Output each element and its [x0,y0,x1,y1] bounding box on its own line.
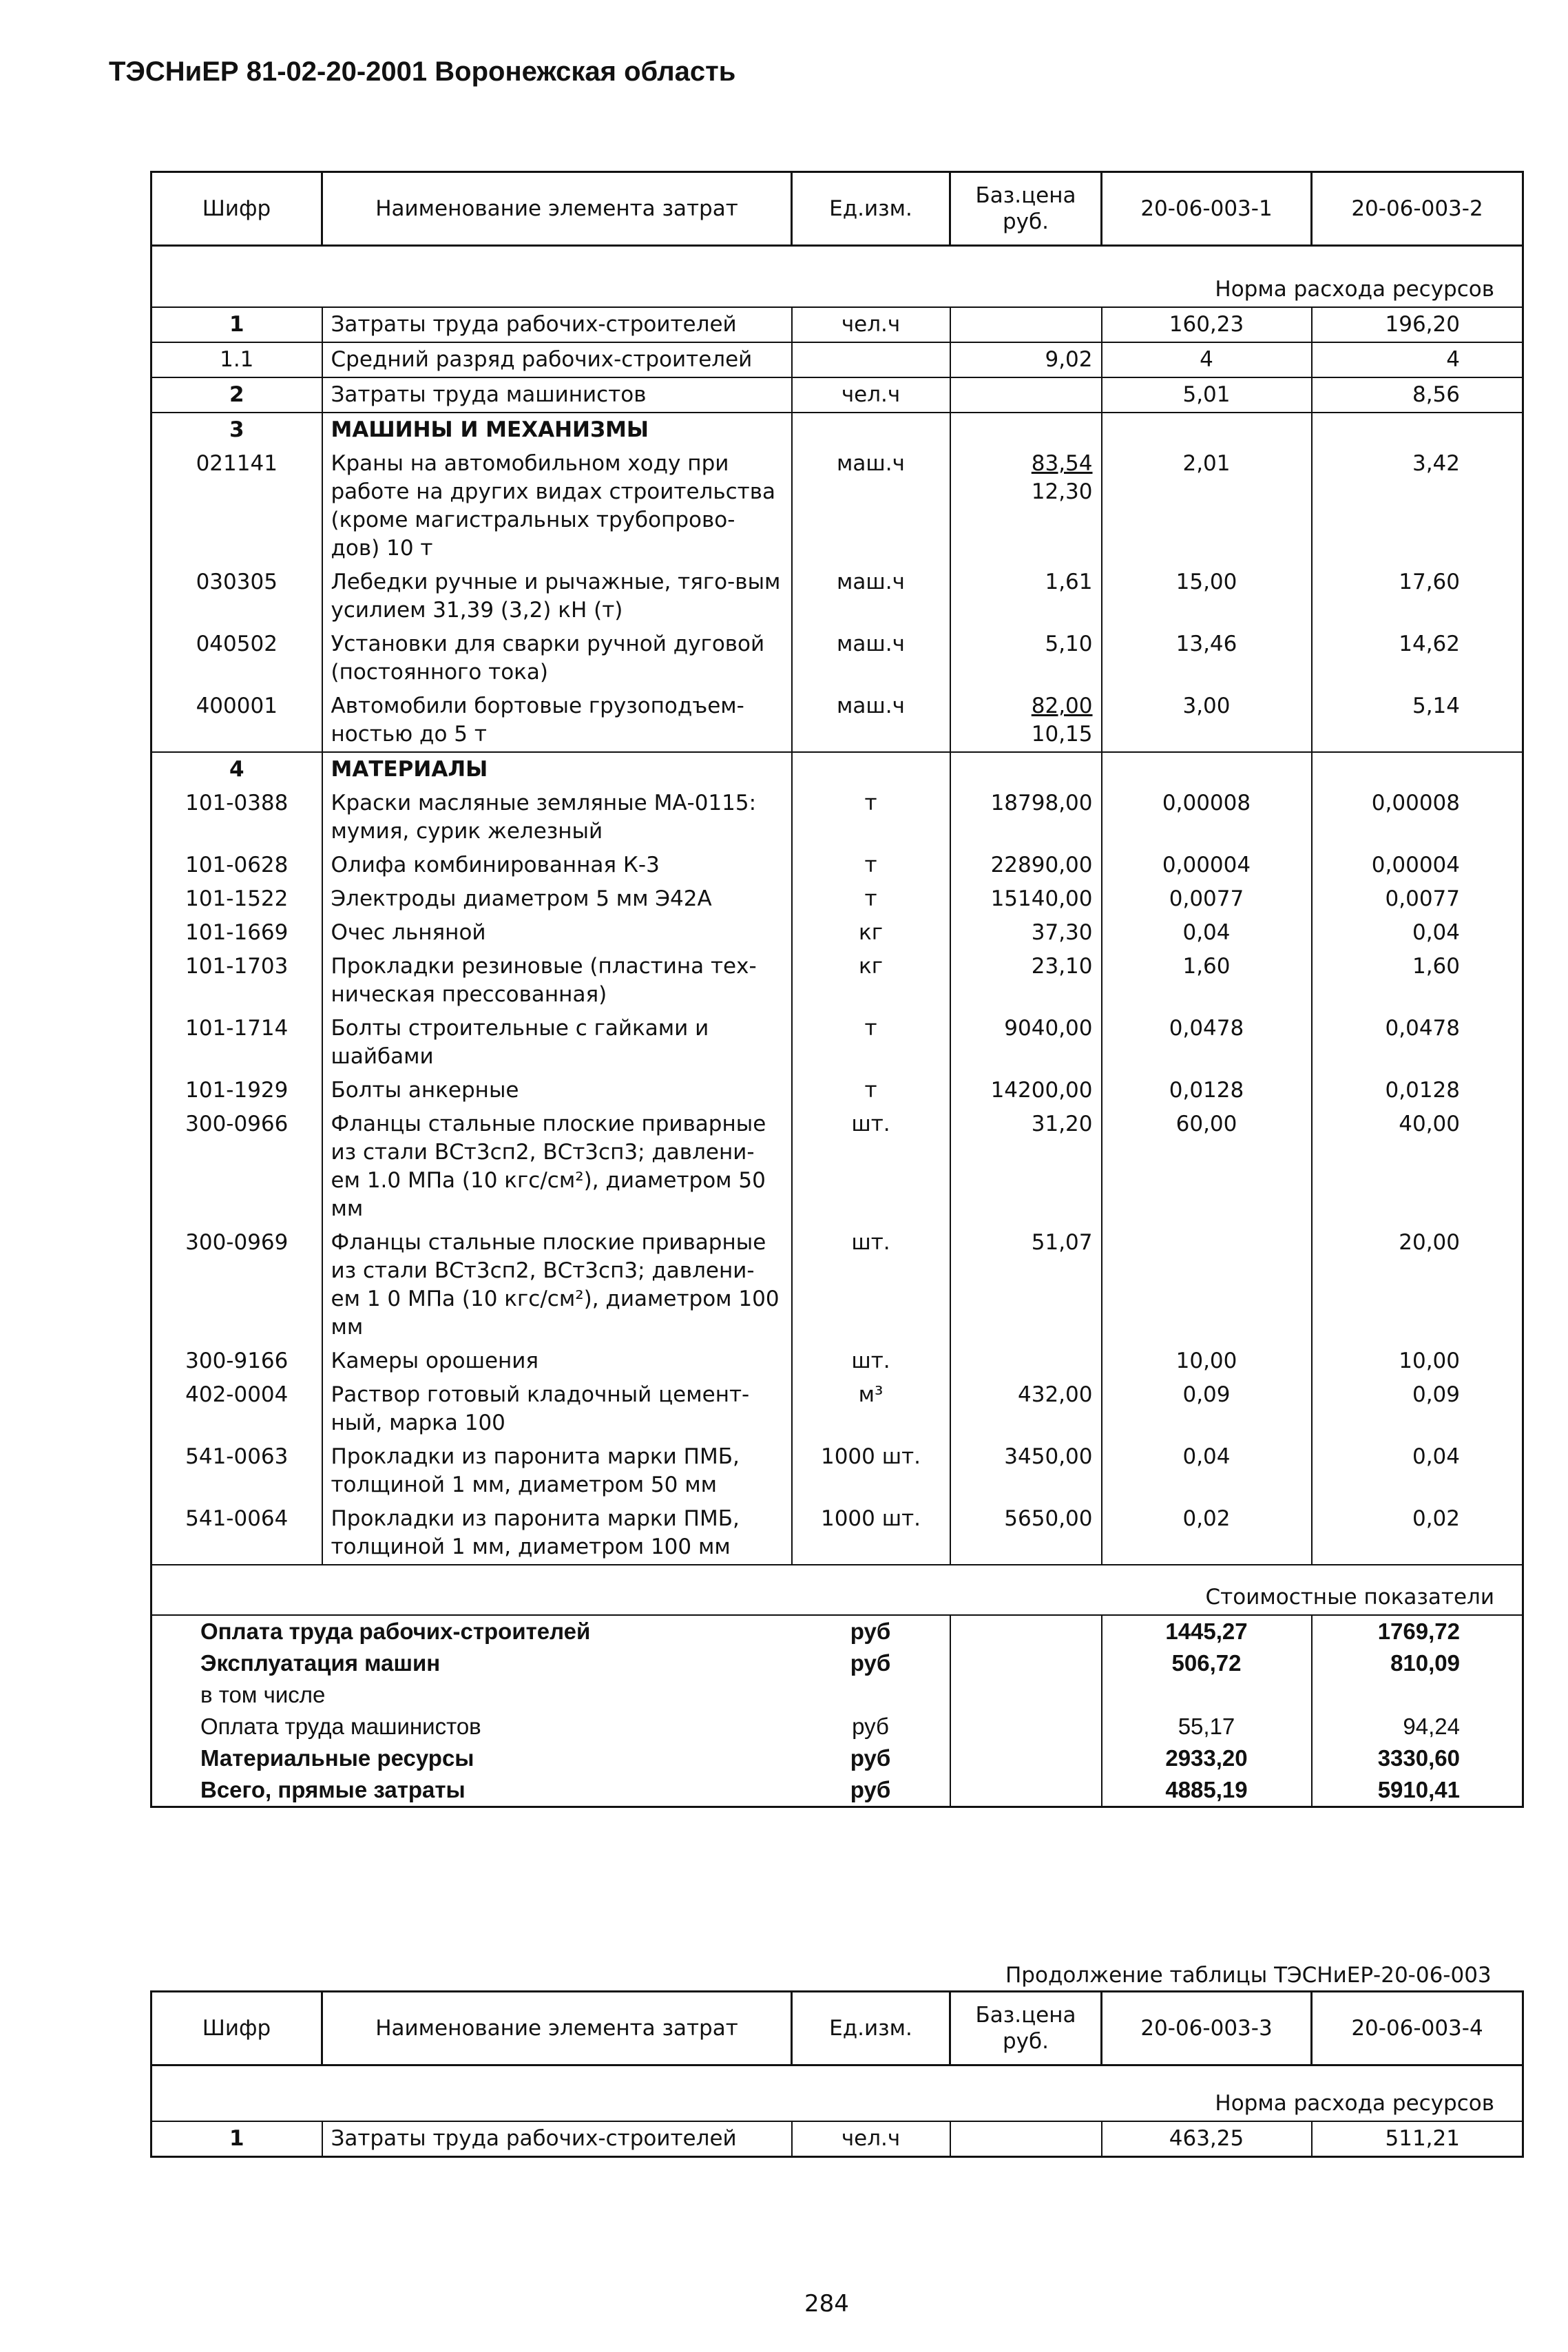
row-code: 101-1929 [185,1078,289,1103]
summary-unit: руб [852,1714,889,1739]
row-price-value: 3450,00 [1004,1444,1093,1469]
row-value-1: 0,04 [1102,1440,1312,1502]
row-value-1 [1102,413,1312,447]
row-value-1: 160,23 [1102,307,1312,342]
row-value-1: 2,01 [1102,447,1312,565]
row-price [950,916,1102,950]
row-unit: шт. [792,1107,950,1226]
row-value-2: 10,00 [1312,1344,1523,1378]
row-name: Фланцы стальные плоские приварные из стали ВСт3сп2, ВСт3сп3; давлени-ем 1.0 МПа (10 кгс/см²), диаметром 50 мм [322,1107,792,1226]
table-header-row [151,172,1523,246]
summary-row [151,1647,1523,1679]
row-price-value: 5650,00 [1004,1506,1093,1531]
row-price [950,1107,1102,1226]
row-code: 101-1522 [185,886,289,911]
table-row [151,1107,1523,1226]
row-price-value: 18798,00 [990,791,1093,815]
summary-value-1: 4885,19 [1102,1774,1312,1807]
row-code: 1.1 [151,342,322,377]
row-price [950,2121,1102,2157]
cost-band-label: Стоимостные показатели [151,1565,1523,1615]
row-value-2: 511,21 [1312,2121,1523,2157]
summary-label: Всего, прямые затраты [200,1777,466,1802]
summary-unit: руб [850,1745,891,1771]
row-price [950,342,1102,377]
col-header-price: Баз.цена руб. [950,1992,1102,2065]
row-name: Установки для сварки ручной дуговой (постоянного тока) [322,627,792,689]
col-header-code: Шифр [151,1992,322,2065]
row-price [950,627,1102,689]
row-value-2: 0,0077 [1312,882,1523,916]
row-unit [792,342,950,377]
summary-value-2 [1312,1679,1523,1711]
col-header-name: Наименование элемента затрат [322,172,792,246]
row-unit: маш.ч [792,565,950,627]
table-row [151,849,1523,882]
row-code: 021141 [196,451,278,476]
row-unit [792,752,950,787]
row-name: Фланцы стальные плоские приварные из стали ВСт3сп2, ВСт3сп3; давлени-ем 1 0 МПа (10 кгс/см²), диаметром 100 мм [322,1226,792,1344]
row-value-2: 0,02 [1312,1502,1523,1565]
row-price-value: 9040,00 [1004,1016,1093,1041]
row-price [950,752,1102,787]
row-value-1: 3,00 [1102,689,1312,752]
table-row [151,1226,1523,1344]
col-header-v2: 20-06-003-4 [1312,1992,1523,2065]
summary-label: Оплата труда машинистов [200,1714,481,1739]
row-code: 402-0004 [185,1382,289,1407]
row-price [950,413,1102,447]
row-value-2: 8,56 [1312,377,1523,413]
table-row [151,1502,1523,1565]
row-price [950,1502,1102,1565]
row-code: 300-0969 [185,1230,289,1255]
row-name: Прокладки из паронита марки ПМБ, толщиной 1 мм, диаметром 50 мм [322,1440,792,1502]
row-code: 101-0628 [185,853,289,877]
row-name: Затраты труда рабочих-строителей [322,307,792,342]
row-code: 101-1703 [185,954,289,979]
row-value-1: 1,60 [1102,950,1312,1012]
summary-value-1: 506,72 [1102,1647,1312,1679]
row-value-1: 60,00 [1102,1107,1312,1226]
row-value-1: 0,0128 [1102,1074,1312,1107]
row-name: Прокладки из паронита марки ПМБ, толщиной 1 мм, диаметром 100 мм [322,1502,792,1565]
summary-value-1: 55,17 [1102,1711,1312,1742]
table-row [151,882,1523,916]
row-code: 4 [151,752,322,787]
summary-value-2: 5910,41 [1312,1774,1523,1807]
row-value-2: 17,60 [1312,565,1523,627]
row-code: 541-0063 [185,1444,289,1469]
row-value-2 [1312,413,1523,447]
continuation-table [150,1990,1524,2158]
row-name: Очес льняной [322,916,792,950]
row-unit: т [792,849,950,882]
table-row [151,1012,1523,1074]
row-unit: чел.ч [792,307,950,342]
col-header-price: Баз.цена руб. [950,172,1102,246]
row-code: 101-1669 [185,920,289,945]
row-price-value: 22890,00 [990,853,1093,877]
row-name: Средний разряд рабочих-строителей [322,342,792,377]
col-header-v2: 20-06-003-2 [1312,172,1523,246]
row-value-1: 4 [1102,342,1312,377]
row-code: 3 [151,413,322,447]
row-price [950,1074,1102,1107]
continuation-title: Продолжение таблицы ТЭСНиЕР-20-06-003 [1005,1963,1492,1988]
row-unit: м³ [792,1378,950,1440]
summary-row [151,1774,1523,1807]
row-price-machinist-wage: 10,15 [1031,722,1093,747]
row-price [950,1344,1102,1378]
row-value-1: 0,09 [1102,1378,1312,1440]
norm-band-row [151,246,1523,308]
row-price [950,689,1102,752]
row-price [950,882,1102,916]
row-price [950,950,1102,1012]
summary-value-1 [1102,1679,1312,1711]
row-value-1: 0,02 [1102,1502,1312,1565]
summary-value-2: 3330,60 [1312,1742,1523,1774]
table-row [151,1378,1523,1440]
page-number: 284 [804,2290,849,2318]
row-value-2: 4 [1312,342,1523,377]
row-name: Прокладки резиновые (пластина тех-ническая прессованная) [322,950,792,1012]
summary-row [151,1711,1523,1742]
col-header-unit: Ед.изм. [792,172,950,246]
summary-value-1: 1445,27 [1102,1615,1312,1647]
row-name: Автомобили бортовые грузоподъем-ностью до 5 т [322,689,792,752]
summary-unit: руб [850,1650,891,1676]
row-name: Болты анкерные [322,1074,792,1107]
row-code: 101-0388 [185,791,289,815]
table-row [151,787,1523,849]
row-value-2: 196,20 [1312,307,1523,342]
table-header-row [151,1992,1523,2065]
row-price [950,1226,1102,1344]
row-value-1: 0,0478 [1102,1012,1312,1074]
table-body [151,307,1523,1565]
row-name: Камеры орошения [322,1344,792,1378]
row-value-1 [1102,1226,1312,1344]
summary-price [950,1774,1102,1807]
row-name: Затраты труда машинистов [322,377,792,413]
row-code: 400001 [196,694,278,718]
row-code: 101-1714 [185,1016,289,1041]
row-price-value: 51,07 [1031,1230,1093,1255]
summary-label: Материальные ресурсы [200,1745,474,1771]
row-price [950,1378,1102,1440]
col-header-v1: 20-06-003-1 [1102,172,1312,246]
table-row [151,447,1523,565]
table-row [151,1074,1523,1107]
summary-unit: руб [850,1777,891,1802]
table-body [151,2121,1523,2157]
summary-row [151,1615,1523,1647]
row-name: МАШИНЫ И МЕХАНИЗМЫ [322,413,792,447]
summary-unit [792,1679,950,1711]
row-code: 1 [151,307,322,342]
row-value-1: 15,00 [1102,565,1312,627]
row-value-1: 0,00008 [1102,787,1312,849]
row-code: 2 [151,377,322,413]
row-value-2: 0,04 [1312,916,1523,950]
row-name: Затраты труда рабочих-строителей [322,2121,792,2157]
row-name: Краски масляные земляные МА-0115: мумия, сурик железный [322,787,792,849]
cost-band-row [151,1565,1523,1615]
norm-band-label: Норма расхода ресурсов [151,246,1523,308]
row-unit: т [792,882,950,916]
row-price-value: 15140,00 [990,886,1093,911]
summary-value-2: 94,24 [1312,1711,1523,1742]
summary-value-2: 810,09 [1312,1647,1523,1679]
summary-value-1: 2933,20 [1102,1742,1312,1774]
row-unit: т [792,1012,950,1074]
col-header-name: Наименование элемента затрат [322,1992,792,2065]
summary-label: в том числе [200,1682,326,1707]
row-price-value: 82,00 [1031,694,1093,718]
table-row [151,2121,1523,2157]
table-row [151,377,1523,413]
row-unit: 1000 шт. [792,1440,950,1502]
row-unit: шт. [792,1226,950,1344]
col-header-code: Шифр [151,172,322,246]
table-row [151,950,1523,1012]
norm-band-label: Норма расхода ресурсов [151,2065,1523,2122]
row-unit: маш.ч [792,689,950,752]
row-price-value: 9,02 [1045,347,1093,372]
row-price [950,849,1102,882]
summary-row [151,1679,1523,1711]
row-price [950,787,1102,849]
row-name: Краны на автомобильном ходу при работе на других видах строительства (кроме магистральных трубопрово-дов) 10 т [322,447,792,565]
row-unit: 1000 шт. [792,1502,950,1565]
cost-summary [151,1615,1523,1807]
row-value-2: 0,09 [1312,1378,1523,1440]
row-code: 541-0064 [185,1506,289,1531]
row-code: 300-0966 [185,1112,289,1136]
table-row [151,1440,1523,1502]
row-value-1: 13,46 [1102,627,1312,689]
table-row [151,752,1523,787]
table-row [151,307,1523,342]
row-price [950,307,1102,342]
row-value-1: 463,25 [1102,2121,1312,2157]
col-header-v1: 20-06-003-3 [1102,1992,1312,2065]
row-unit: кг [792,916,950,950]
table-row [151,1344,1523,1378]
row-value-2: 0,04 [1312,1440,1523,1502]
row-code: 1 [229,2126,244,2151]
row-price [950,565,1102,627]
row-name: МАТЕРИАЛЫ [322,752,792,787]
row-name: Олифа комбинированная К-3 [322,849,792,882]
resource-norms-table [150,171,1524,1808]
row-price-machinist-wage: 12,30 [1031,479,1093,504]
row-value-2: 0,00004 [1312,849,1523,882]
row-value-2 [1312,752,1523,787]
row-value-1 [1102,752,1312,787]
row-value-2: 14,62 [1312,627,1523,689]
row-price-value: 1,61 [1045,570,1093,594]
row-value-2: 1,60 [1312,950,1523,1012]
table-row [151,689,1523,752]
row-value-2: 40,00 [1312,1107,1523,1226]
row-value-1: 0,0077 [1102,882,1312,916]
row-unit: маш.ч [792,627,950,689]
row-name: Раствор готовый кладочный цемент-ный, марка 100 [322,1378,792,1440]
row-value-2: 0,00008 [1312,787,1523,849]
summary-unit: руб [850,1619,891,1644]
summary-price [950,1711,1102,1742]
row-code: 030305 [196,570,278,594]
row-value-2: 5,14 [1312,689,1523,752]
row-value-1: 5,01 [1102,377,1312,413]
row-unit: шт. [792,1344,950,1378]
row-price-value: 14200,00 [990,1078,1093,1103]
row-price-value: 432,00 [1018,1382,1093,1407]
row-value-2: 0,0128 [1312,1074,1523,1107]
row-code: 300-9166 [185,1349,289,1373]
row-price-value: 5,10 [1045,632,1093,656]
row-price [950,377,1102,413]
table-row [151,565,1523,627]
summary-price [950,1679,1102,1711]
row-unit: кг [792,950,950,1012]
table-row [151,916,1523,950]
row-price [950,1012,1102,1074]
row-value-2: 20,00 [1312,1226,1523,1344]
row-unit: т [792,787,950,849]
summary-price [950,1615,1102,1647]
row-value-1: 10,00 [1102,1344,1312,1378]
table-row [151,627,1523,689]
row-price-value: 37,30 [1031,920,1093,945]
table-row [151,342,1523,377]
row-name: Лебедки ручные и рычажные, тяго-вым усилием 31,39 (3,2) кН (т) [322,565,792,627]
row-price-value: 31,20 [1031,1112,1093,1136]
summary-price [950,1742,1102,1774]
row-price [950,1440,1102,1502]
row-value-1: 0,00004 [1102,849,1312,882]
table-row [151,413,1523,447]
row-unit: т [792,1074,950,1107]
page-title: ТЭСНиЕР 81-02-20-2001 Воронежская область [109,56,736,87]
row-price [950,447,1102,565]
row-unit: чел.ч [792,377,950,413]
summary-price [950,1647,1102,1679]
row-name: Электроды диаметром 5 мм Э42А [322,882,792,916]
row-code: 040502 [196,632,278,656]
summary-label: Эксплуатация машин [200,1650,441,1676]
row-unit [792,413,950,447]
row-price-value: 83,54 [1031,451,1093,476]
row-price-value: 23,10 [1031,954,1093,979]
row-unit: маш.ч [792,447,950,565]
summary-label: Оплата труда рабочих-строителей [200,1619,591,1644]
row-unit: чел.ч [792,2121,950,2157]
col-header-unit: Ед.изм. [792,1992,950,2065]
summary-value-2: 1769,72 [1312,1615,1523,1647]
row-value-2: 3,42 [1312,447,1523,565]
summary-row [151,1742,1523,1774]
row-value-2: 0,0478 [1312,1012,1523,1074]
norm-band-row [151,2065,1523,2122]
row-value-1: 0,04 [1102,916,1312,950]
row-name: Болты строительные с гайками и шайбами [322,1012,792,1074]
